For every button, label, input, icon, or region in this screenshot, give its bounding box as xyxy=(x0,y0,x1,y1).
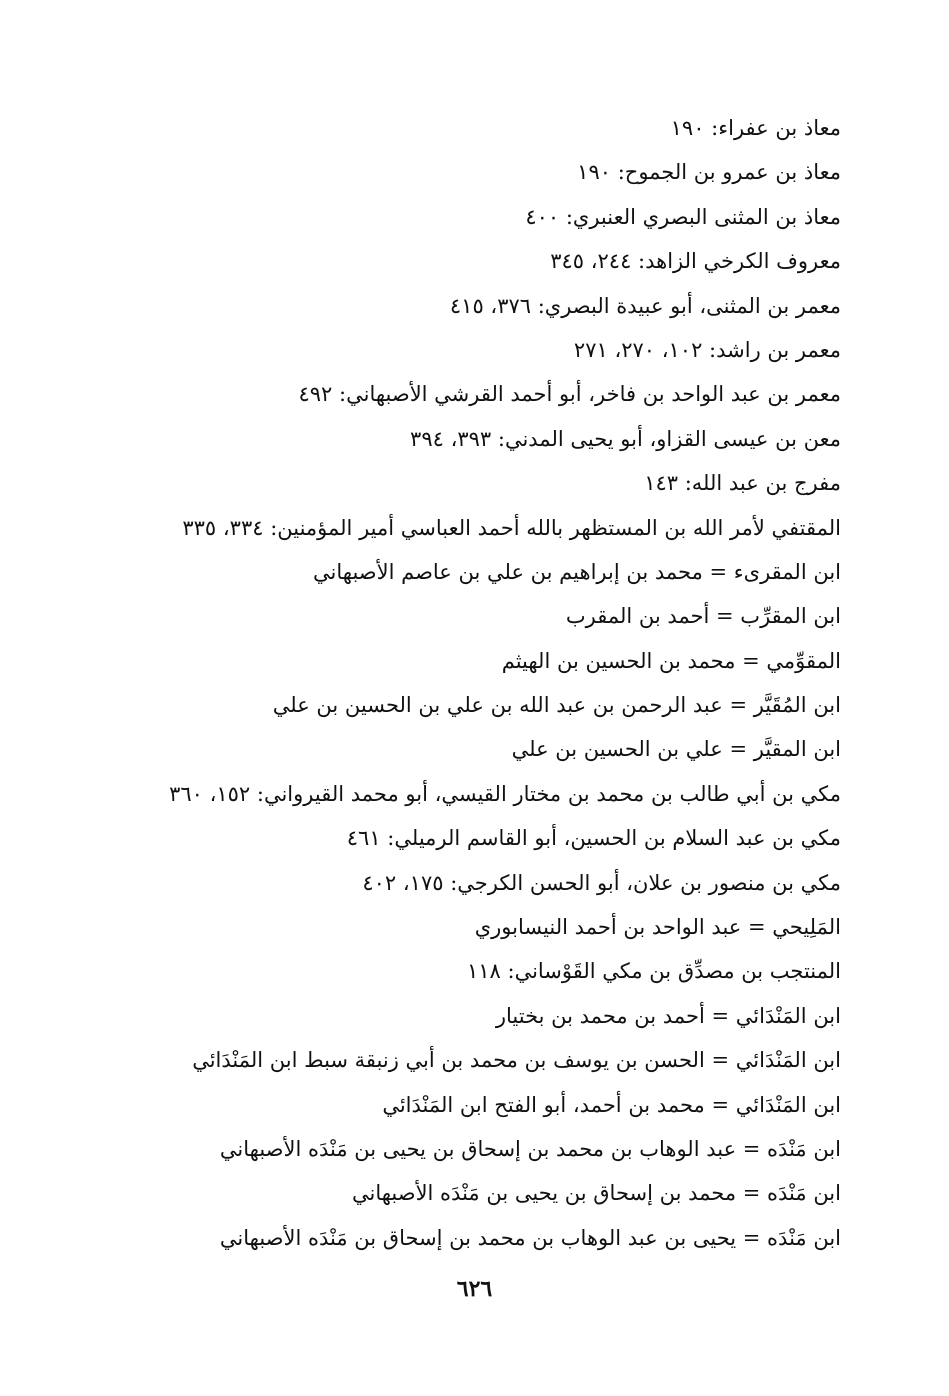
index-entry: ابن المَنْدَائي = الحسن بن يوسف بن محمد بن أبي زنبقة سبط ابن المَنْدَائي xyxy=(192,1048,841,1073)
index-entry: معن بن عيسى القزاو، أبو يحيى المدني: ٣٩٣، ٣٩٤ xyxy=(410,426,841,451)
index-entry: المقوِّمي = محمد بن الحسين بن الهيثم xyxy=(501,648,841,673)
index-entry: معمر بن المثنى، أبو عبيدة البصري: ٣٧٦، ٤١٥ xyxy=(449,293,841,318)
index-entry: مكي بن عبد السلام بن الحسين، أبو القاسم الرميلي: ٤٦١ xyxy=(346,826,841,851)
index-entry: ابن مَنْدَه = محمد بن إسحاق بن يحيى بن مَنْدَه الأصبهاني xyxy=(351,1181,841,1206)
index-entry: معروف الكرخي الزاهد: ٢٤٤، ٣٤٥ xyxy=(550,249,841,274)
index-entry: ابن المقيَّر = علي بن الحسين بن علي xyxy=(511,737,841,762)
index-entry: معمر بن عبد الواحد بن فاخر، أبو أحمد القرشي الأصبهاني: ٤٩٢ xyxy=(298,382,841,407)
index-entry: معمر بن راشد: ١٠٢، ٢٧٠، ٢٧١ xyxy=(573,337,841,362)
index-entry: معاذ بن المثنى البصري العنبري: ٤٠٠ xyxy=(525,204,841,229)
page-number: ٦٢٦ xyxy=(456,1276,493,1302)
index-entry: ابن مَنْدَه = عبد الوهاب بن محمد بن إسحاق بن يحيى بن مَنْدَه الأصبهاني xyxy=(219,1136,841,1161)
index-entry: ابن المقرِّب = أحمد بن المقرب xyxy=(565,604,841,629)
index-entry: المنتجب بن مصدِّق بن مكي القَوْساني: ١١٨ xyxy=(466,959,841,984)
index-entry: ابن المُقَيَّر = عبد الرحمن بن عبد الله بن علي بن الحسين بن علي xyxy=(272,693,841,718)
index-entry: مفرج بن عبد الله: ١٤٣ xyxy=(644,471,841,496)
index-entry: ابن المَنْدَائي = أحمد بن محمد بن بختيار xyxy=(495,1003,841,1028)
index-entry: ابن المقرىء = محمد بن إبراهيم بن علي بن عاصم الأصبهاني xyxy=(313,559,841,584)
index-entry: ابن المَنْدَائي = محمد بن أحمد، أبو الفتح ابن المَنْدَائي xyxy=(382,1092,841,1117)
index-entry: معاذ بن عمرو بن الجموح: ١٩٠ xyxy=(577,160,841,185)
index-entry: المقتفي لأمر الله بن المستظهر بالله أحمد العباسي أمير المؤمنين: ٣٣٤، ٣٣٥ xyxy=(182,515,841,540)
index-entry: معاذ بن عفراء: ١٩٠ xyxy=(670,116,841,140)
index-entry: مكي بن منصور بن علان، أبو الحسن الكرجي: ١٧٥، ٤٠٢ xyxy=(362,870,841,895)
index-entry: مكي بن أبي طالب بن محمد بن مختار القيسي، أبو محمد القيرواني: ١٥٢، ٣٦٠ xyxy=(169,781,841,806)
index-entry: ابن مَنْدَه = يحيى بن عبد الوهاب بن محمد بن إسحاق بن مَنْدَه الأصبهاني xyxy=(219,1225,841,1250)
index-list xyxy=(121,106,841,1260)
index-entry: المَلِيحي = عبد الواحد بن أحمد النيسابوري xyxy=(474,915,841,940)
